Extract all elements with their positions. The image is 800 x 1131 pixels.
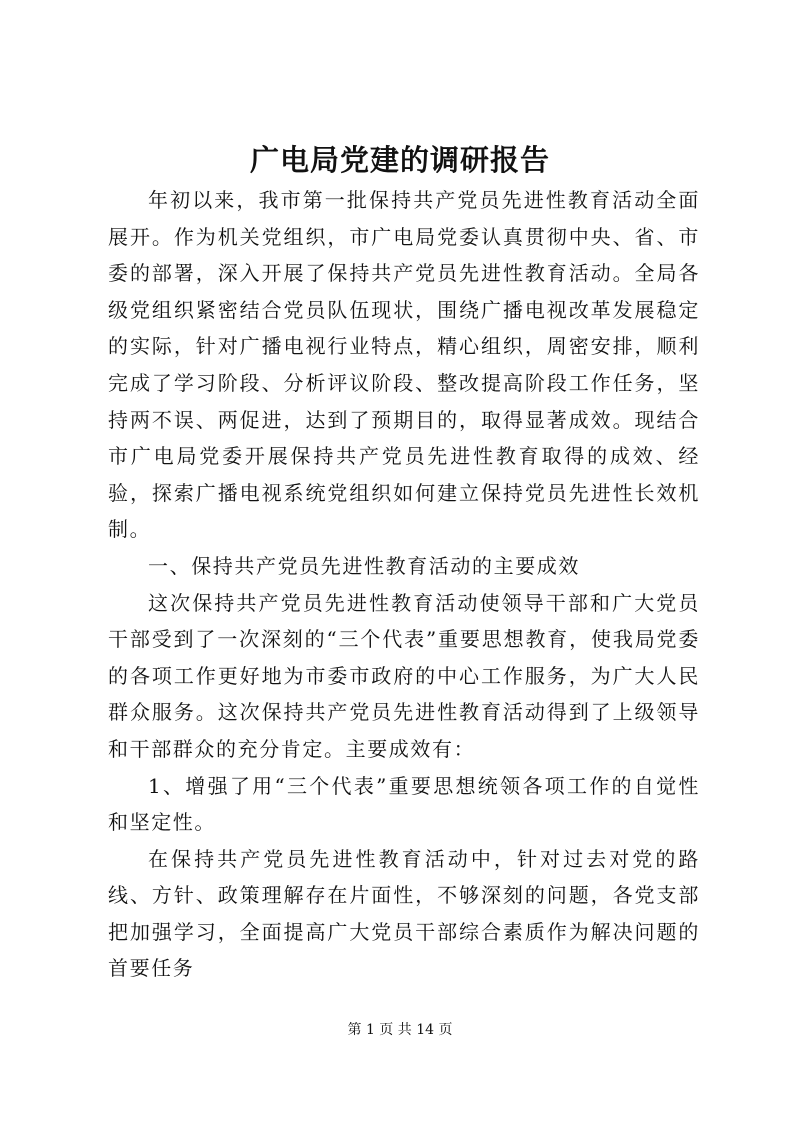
- document-title: 广电局党建的调研报告: [249, 143, 550, 177]
- section-heading-1: 一、保持共产党员先进性教育活动的主要成效: [148, 553, 580, 578]
- paragraph-study: 在保持共产党员先进性教育活动中，针对过去对党的路线、方针、政策理解存在片面性，不够深刻的问题，各党支部把加强学习，全面提高广大党员干部综合素质作为解决问题的首要任务: [108, 846, 700, 981]
- subheading-1: 1、增强了用“三个代表”重要思想统领各项工作的自觉性和坚定性。: [108, 773, 700, 835]
- paragraph-intro: 年初以来，我市第一批保持共产党员先进性教育活动全面展开。作为机关党组织，市广电局党委认真贯彻中央、省、市委的部署，深入开展了保持共产党员先进性教育活动。全局各级党组织紧密结合党员队伍现状，围绕广播电视改革发展稳定的实际，针对广播电视行业特点，精心组织，周密安排，顺利完成了学习阶段、分析评议阶段、整改提高阶段工作任务，坚持两不误、两促进，达到了预期目的，取得显著成效。现结合市广电局党委开展保持共产党员先进性教育取得的成效、经验，探索广播电视系统党组织如何建立保持党员先进性长效机制。: [108, 188, 700, 542]
- page-footer: 第 1 页 共 14 页: [347, 1022, 453, 1038]
- document-body: [108, 182, 700, 987]
- paragraph-achievements: 这次保持共产党员先进性教育活动使领导干部和广大党员干部受到了一次深刻的“三个代表”重要思想教育，使我局党委的各项工作更好地为市委市政府的中心工作服务，为广大人民群众服务。这次保持共产党员先进性教育活动得到了上级领导和干部群众的充分肯定。主要成效有：: [108, 590, 700, 761]
